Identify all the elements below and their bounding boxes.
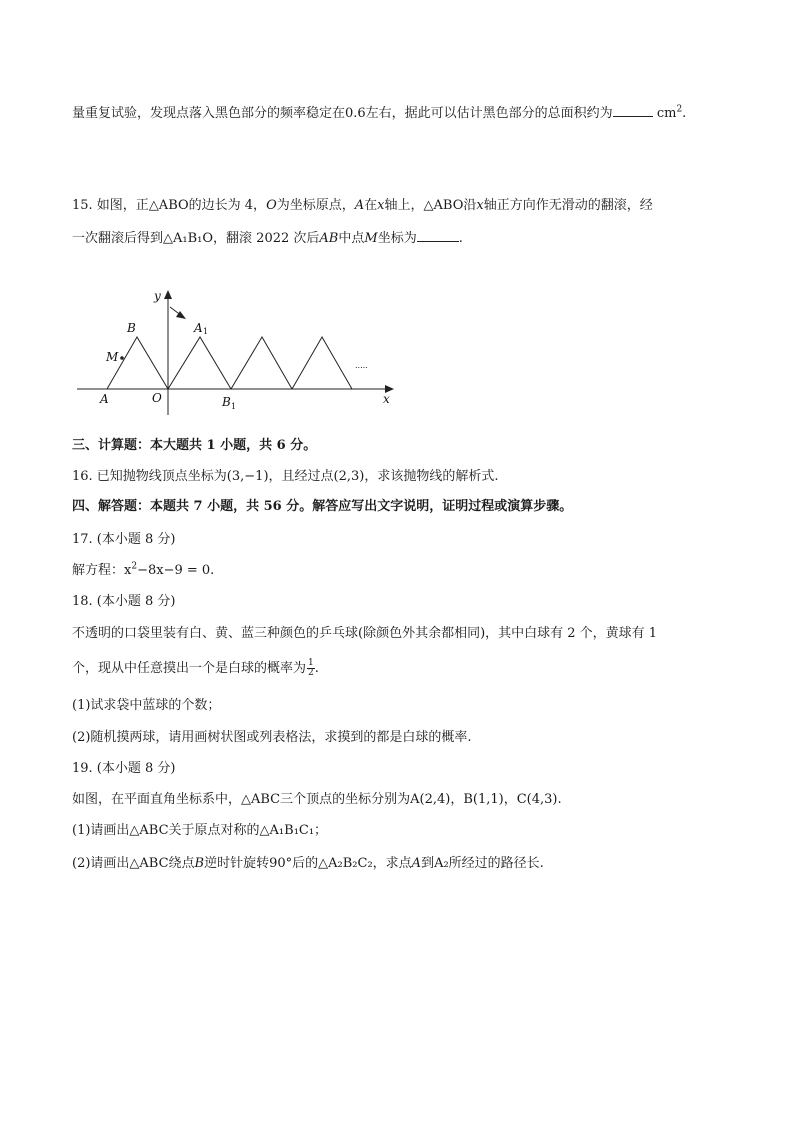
q15-text: 一次翻滚后得到 xyxy=(72,231,164,246)
label-a: A xyxy=(100,392,109,406)
triangle-abo-label: △ABO xyxy=(423,198,464,213)
label-a1: A xyxy=(194,321,203,335)
triangle-a1b1o xyxy=(168,337,231,389)
var-b: B xyxy=(194,856,205,871)
q18-part-2: (2)随机摸两球，请用画树状图或列表格法，求摸到的都是白球的概率. xyxy=(72,730,472,745)
q16-line: 16. 已知抛物线顶点坐标为(3,−1)，且经过点(2,3)，求该抛物线的解析式. xyxy=(72,469,499,484)
triangle-3 xyxy=(231,337,292,389)
y-axis-arrow xyxy=(164,290,172,299)
triangle-a1b1o-label: △A₁B₁O xyxy=(163,231,214,246)
rolling-triangle-figure xyxy=(72,285,402,415)
q17-eq-rest: −8x−9 = 0. xyxy=(137,563,215,578)
var-a: A xyxy=(411,856,422,871)
q18-part-1: (1)试求袋中蓝球的个数； xyxy=(72,698,221,713)
label-b1: B xyxy=(222,395,231,409)
label-x: x xyxy=(383,392,390,406)
frac-denominator: 2 xyxy=(308,668,314,678)
q15-end: . xyxy=(458,231,463,246)
q15-text: 中点 xyxy=(338,231,365,246)
triangle-abo-label: △ABO xyxy=(148,198,189,213)
q14-unit-sup: 2 xyxy=(676,104,683,115)
ellipsis-dots: ..... xyxy=(355,361,368,370)
q18-header: 18. (本小题 8 分) xyxy=(72,594,176,609)
frac-numerator: 1 xyxy=(308,658,314,668)
var-m: M xyxy=(364,231,378,246)
q18-line-2-text: 个，现从中任意摸出一个是白球的概率为 xyxy=(72,661,307,676)
q15-text: 轴上， xyxy=(384,198,424,213)
q15-text: 15. 如图，正 xyxy=(72,198,149,213)
label-a1-sub: 1 xyxy=(203,327,209,336)
label-b1-sub: 1 xyxy=(231,402,237,411)
q17-eq-sup: 2 xyxy=(131,561,138,572)
q19-line-1: 如图，在平面直角坐标系中，△ABC三个顶点的坐标分别为A(2,4)，B(1,1)，C(4,3). xyxy=(72,792,562,807)
q15-text: 在 xyxy=(364,198,378,213)
var-a: A xyxy=(354,198,365,213)
q17-equation-line xyxy=(72,562,214,580)
point-m xyxy=(120,356,124,360)
answer-blank-15[interactable] xyxy=(417,229,459,242)
q17-eq-x: x xyxy=(124,563,132,578)
triangle-4 xyxy=(292,337,352,389)
q19-part-2-text: 到A₂所经过的路径长. xyxy=(421,856,544,871)
q17-header: 17. (本小题 8 分) xyxy=(72,532,176,547)
q15-text: 的边长为 4， xyxy=(188,198,267,213)
q15-text: 为坐标原点， xyxy=(276,198,355,213)
q18-line-1: 不透明的口袋里装有白、黄、蓝三种颜色的乒乓球(除颜色外其余都相同)，其中白球有 2 个，黄球有 1 xyxy=(72,626,658,641)
var-ab: AB xyxy=(319,231,339,246)
var-x: x xyxy=(377,198,385,213)
q19-part-2-text: 逆时针旋转90°后的△A₂B₂C₂，求点 xyxy=(204,856,412,871)
q15-line-2 xyxy=(72,229,463,248)
label-o: O xyxy=(152,391,162,405)
q15-line-1 xyxy=(72,197,653,215)
q15-text: 坐标为 xyxy=(377,231,417,246)
label-b: B xyxy=(127,321,136,335)
q14-end: . xyxy=(682,106,687,121)
q15-text: 沿 xyxy=(463,198,477,213)
section-3-heading: 三、计算题：本大题共 1 小题，共 6 分。 xyxy=(72,438,317,453)
q14-tail-text: 量重复试验，发现点落入黑色部分的频率稳定在0.6左右，据此可以估计黑色部分的总面积约为 xyxy=(72,106,613,121)
q15-text: ，翻滚 2022 次后 xyxy=(213,231,320,246)
section-4-heading: 四、解答题：本题共 7 小题，共 56 分。解答应写出文字说明，证明过程或演算步骤。 xyxy=(72,499,573,514)
q18-line-2-end: . xyxy=(314,661,319,676)
label-y: y xyxy=(154,289,161,303)
q17-prefix: 解方程： xyxy=(72,563,125,578)
q14-unit: cm xyxy=(656,106,677,121)
q15-text: 轴正方向作无滑动的翻滚，经 xyxy=(483,198,653,213)
var-x: x xyxy=(476,198,484,213)
fraction-one-half xyxy=(307,659,315,678)
answer-blank-14[interactable] xyxy=(613,104,653,117)
q18-line-2 xyxy=(72,659,319,678)
q19-part-1: (1)请画出△ABC关于原点对称的△A₁B₁C₁； xyxy=(72,823,328,838)
q14-tail-line xyxy=(72,104,686,123)
q19-part-2 xyxy=(72,855,544,873)
label-m: M xyxy=(106,350,119,364)
var-o: O xyxy=(266,198,277,213)
q19-part-2-text: (2)请画出△ABC绕点 xyxy=(72,856,195,871)
q19-header: 19. (本小题 8 分) xyxy=(72,761,176,776)
